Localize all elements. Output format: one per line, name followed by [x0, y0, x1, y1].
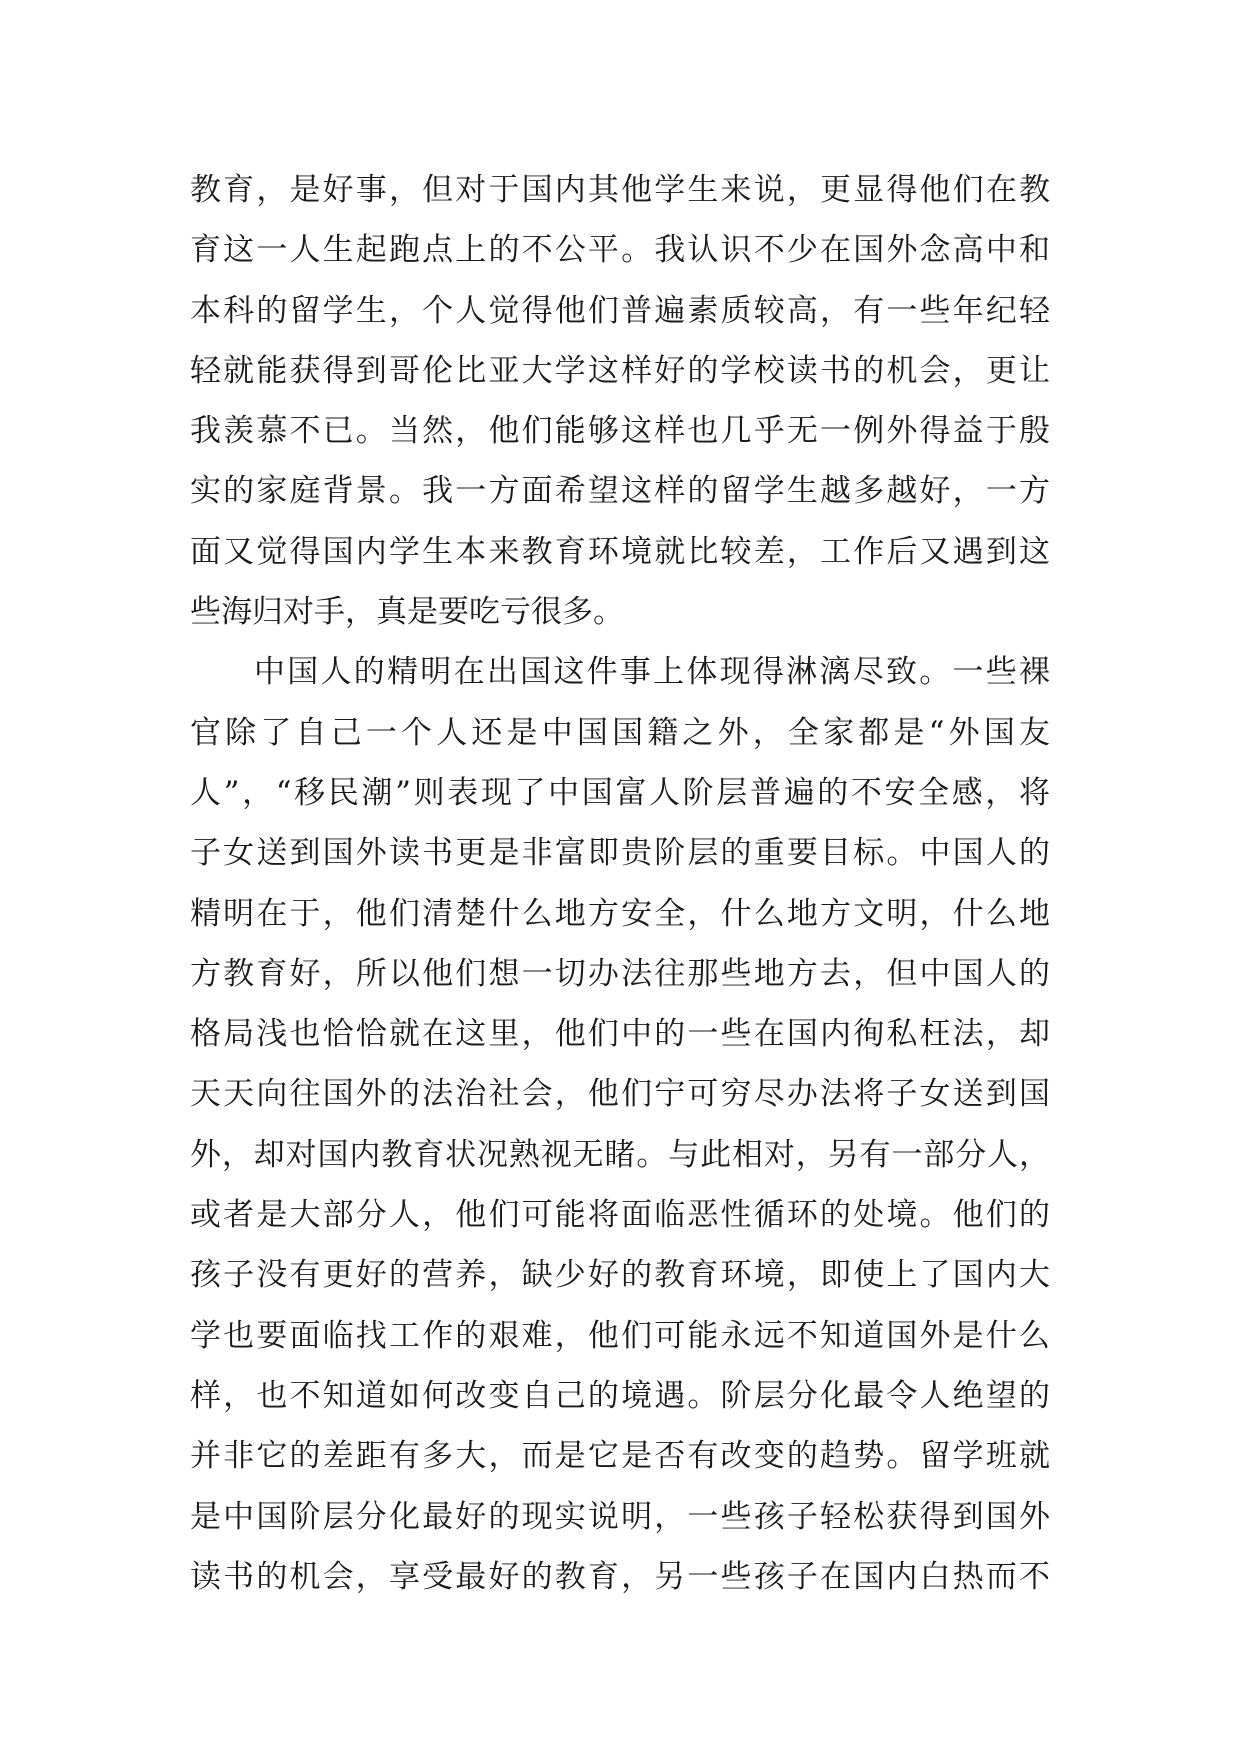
text-line: 外，却对国内教育状况熟视无睹。与此相对，另有一部分人，: [190, 1136, 1050, 1173]
text-line: 我羡慕不已。当然，他们能够这样也几乎无一例外得益于殷: [190, 413, 1050, 450]
text-line: 官除了自己一个人还是中国国籍之外，全家都是“外国友: [190, 714, 1050, 751]
text-line: 精明在于，他们清楚什么地方安全，什么地方文明，什么地: [190, 895, 1050, 932]
text-line: 读书的机会，享受最好的教育，另一些孩子在国内白热而不: [190, 1558, 1050, 1595]
text-line: 方教育好，所以他们想一切办法往那些地方去，但中国人的: [190, 955, 1050, 992]
text-line: 些海归对手，真是要吃亏很多。: [190, 594, 624, 631]
text-line: 天天向往国外的法治社会，他们宁可穷尽办法将子女送到国: [190, 1076, 1050, 1113]
text-line: 样，也不知道如何改变自己的境遇。阶层分化最令人绝望的: [190, 1377, 1050, 1414]
text-line: 格局浅也恰恰就在这里，他们中的一些在国内徇私枉法，却: [190, 1016, 1050, 1053]
text-line: 育这一人生起跑点上的不公平。我认识不少在国外念高中和: [190, 232, 1050, 269]
paragraph-2: [190, 642, 1050, 1607]
text-line: 或者是大部分人，他们可能将面临恶性循环的处境。他们的: [190, 1197, 1050, 1234]
text-line: 轻就能获得到哥伦比亚大学这样好的学校读书的机会，更让: [190, 352, 1050, 389]
text-line: 中国人的精明在出国这件事上体现得淋漓尽致。一些裸: [254, 654, 1050, 691]
text-line: 实的家庭背景。我一方面希望这样的留学生越多越好，一方: [190, 473, 1050, 510]
text-line: 子女送到国外读书更是非富即贵阶层的重要目标。中国人的: [190, 835, 1050, 872]
text-line: 是中国阶层分化最好的现实说明，一些孩子轻松获得到国外: [190, 1498, 1050, 1535]
text-line: 面又觉得国内学生本来教育环境就比较差，工作后又遇到这: [190, 533, 1050, 570]
text-line: 人”，“移民潮”则表现了中国富人阶层普遍的不安全感，将: [190, 774, 1050, 811]
text-line: 学也要面临找工作的艰难，他们可能永远不知道国外是什么: [190, 1317, 1050, 1354]
text-line: 教育，是好事，但对于国内其他学生来说，更显得他们在教: [190, 172, 1050, 208]
text-line: 本科的留学生，个人觉得他们普遍素质较高，有一些年纪轻: [190, 292, 1050, 329]
text-line: 孩子没有更好的营养，缺少好的教育环境，即使上了国内大: [190, 1257, 1050, 1294]
body-text: [190, 160, 1050, 1607]
paragraph-1: [190, 160, 1050, 642]
text-line: 并非它的差距有多大，而是它是否有改变的趋势。留学班就: [190, 1438, 1050, 1475]
